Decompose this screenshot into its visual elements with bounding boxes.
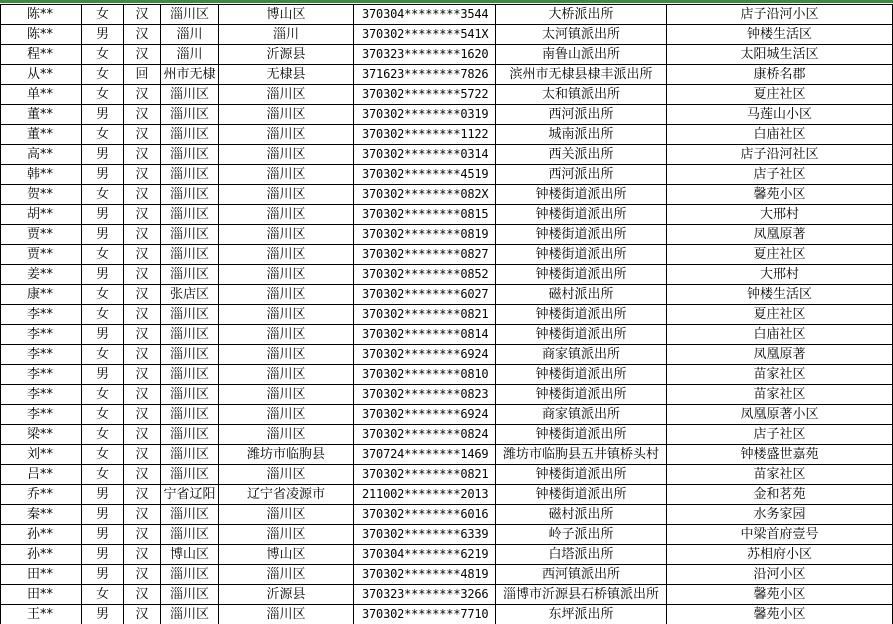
birthplace-cell[interactable]: 淄川区	[219, 125, 354, 145]
origin-cell[interactable]: 淄川区	[161, 365, 219, 385]
community-cell[interactable]: 馨苑小区	[667, 585, 893, 605]
community-cell[interactable]: 馨苑小区	[667, 605, 893, 624]
ethnicity-cell[interactable]: 汉	[124, 465, 161, 485]
community-cell[interactable]: 马莲山小区	[667, 105, 893, 125]
name-cell[interactable]: 李**	[1, 405, 82, 425]
id-number-cell[interactable]: 370302********0819	[354, 225, 496, 245]
origin-cell[interactable]: 淄川区	[161, 145, 219, 165]
table-row	[1, 505, 893, 525]
gender-cell[interactable]: 男	[82, 525, 124, 545]
name-cell[interactable]: 胡**	[1, 205, 82, 225]
gender-cell[interactable]: 女	[82, 5, 124, 25]
spreadsheet-grid[interactable]	[0, 4, 893, 624]
id-number-cell[interactable]: 370302********541X	[354, 25, 496, 45]
id-number-cell[interactable]: 370302********0824	[354, 425, 496, 445]
ethnicity-cell[interactable]: 汉	[124, 385, 161, 405]
gender-cell[interactable]: 男	[82, 225, 124, 245]
gender-cell[interactable]: 女	[82, 425, 124, 445]
table-row	[1, 45, 893, 65]
id-number-cell[interactable]: 370302********0823	[354, 385, 496, 405]
birthplace-cell[interactable]: 淄川区	[219, 325, 354, 345]
police-station-cell[interactable]: 商家镇派出所	[496, 345, 667, 365]
gender-cell[interactable]: 女	[82, 445, 124, 465]
origin-cell[interactable]: 淄川	[161, 25, 219, 45]
id-number-cell[interactable]: 370302********6339	[354, 525, 496, 545]
name-cell[interactable]: 韩**	[1, 165, 82, 185]
origin-cell[interactable]: 淄川区	[161, 205, 219, 225]
table-row	[1, 285, 893, 305]
name-cell[interactable]: 贾**	[1, 225, 82, 245]
ethnicity-cell[interactable]: 汉	[124, 565, 161, 585]
table-row	[1, 245, 893, 265]
community-cell[interactable]: 苗家社区	[667, 385, 893, 405]
id-number-cell[interactable]: 370302********0814	[354, 325, 496, 345]
birthplace-cell[interactable]: 淄川区	[219, 185, 354, 205]
origin-cell[interactable]: 淄川区	[161, 325, 219, 345]
gender-cell[interactable]: 男	[82, 25, 124, 45]
name-cell[interactable]: 李**	[1, 305, 82, 325]
police-station-cell[interactable]: 滨州市无棣县棣丰派出所	[496, 65, 667, 85]
police-station-cell[interactable]: 南鲁山派出所	[496, 45, 667, 65]
gender-cell[interactable]: 女	[82, 245, 124, 265]
id-number-cell[interactable]: 370323********1620	[354, 45, 496, 65]
birthplace-cell[interactable]: 淄川区	[219, 165, 354, 185]
name-cell[interactable]: 梁**	[1, 425, 82, 445]
table-row	[1, 605, 893, 624]
police-station-cell[interactable]: 潍坊市临朐县五井镇桥头村	[496, 445, 667, 465]
table-row	[1, 565, 893, 585]
community-cell[interactable]: 水务家园	[667, 505, 893, 525]
name-cell[interactable]: 田**	[1, 565, 82, 585]
id-number-cell[interactable]: 211002********2013	[354, 485, 496, 505]
police-station-cell[interactable]: 钟楼街道派出所	[496, 265, 667, 285]
birthplace-cell[interactable]: 淄川区	[219, 145, 354, 165]
birthplace-cell[interactable]: 淄川区	[219, 225, 354, 245]
police-station-cell[interactable]: 西河派出所	[496, 105, 667, 125]
id-number-cell[interactable]: 370302********0319	[354, 105, 496, 125]
origin-cell[interactable]: 淄川区	[161, 605, 219, 624]
community-cell[interactable]: 钟楼生活区	[667, 25, 893, 45]
name-cell[interactable]: 陈**	[1, 5, 82, 25]
origin-cell[interactable]: 淄川	[161, 45, 219, 65]
id-number-cell[interactable]: 370302********0821	[354, 305, 496, 325]
police-station-cell[interactable]: 钟楼街道派出所	[496, 245, 667, 265]
id-number-cell[interactable]: 370302********7710	[354, 605, 496, 624]
birthplace-cell[interactable]: 淄川区	[219, 205, 354, 225]
police-station-cell[interactable]: 太和镇派出所	[496, 85, 667, 105]
community-cell[interactable]: 钟楼生活区	[667, 285, 893, 305]
ethnicity-cell[interactable]: 汉	[124, 105, 161, 125]
origin-cell[interactable]: 淄川区	[161, 425, 219, 445]
table-row	[1, 145, 893, 165]
name-cell[interactable]: 董**	[1, 105, 82, 125]
name-cell[interactable]: 李**	[1, 325, 82, 345]
gender-cell[interactable]: 女	[82, 65, 124, 85]
ethnicity-cell[interactable]: 汉	[124, 45, 161, 65]
community-cell[interactable]: 夏庄社区	[667, 305, 893, 325]
id-number-cell[interactable]: 370302********4519	[354, 165, 496, 185]
ethnicity-cell[interactable]: 汉	[124, 145, 161, 165]
ethnicity-cell[interactable]: 汉	[124, 425, 161, 445]
table-body	[1, 5, 893, 624]
gender-cell[interactable]: 男	[82, 145, 124, 165]
name-cell[interactable]: 贾**	[1, 245, 82, 265]
gender-cell[interactable]: 女	[82, 345, 124, 365]
name-cell[interactable]: 董**	[1, 125, 82, 145]
id-number-cell[interactable]: 370302********6016	[354, 505, 496, 525]
origin-cell[interactable]: 淄川区	[161, 525, 219, 545]
name-cell[interactable]: 孙**	[1, 525, 82, 545]
name-cell[interactable]: 秦**	[1, 505, 82, 525]
community-cell[interactable]: 夏庄社区	[667, 245, 893, 265]
ethnicity-cell[interactable]: 回	[124, 65, 161, 85]
table-row	[1, 225, 893, 245]
ethnicity-cell[interactable]: 汉	[124, 485, 161, 505]
origin-cell[interactable]: 淄川区	[161, 245, 219, 265]
table-row	[1, 25, 893, 45]
origin-cell[interactable]: 张店区	[161, 285, 219, 305]
gender-cell[interactable]: 女	[82, 305, 124, 325]
id-number-cell[interactable]: 370302********1122	[354, 125, 496, 145]
community-cell[interactable]: 康桥名郡	[667, 65, 893, 85]
ethnicity-cell[interactable]: 汉	[124, 25, 161, 45]
table-row	[1, 445, 893, 465]
origin-cell[interactable]: 淄川区	[161, 565, 219, 585]
ethnicity-cell[interactable]: 汉	[124, 345, 161, 365]
birthplace-cell[interactable]: 淄川区	[219, 345, 354, 365]
origin-cell[interactable]: 淄川区	[161, 125, 219, 145]
birthplace-cell[interactable]: 淄川区	[219, 565, 354, 585]
id-number-cell[interactable]: 370323********3266	[354, 585, 496, 605]
community-cell[interactable]: 凤凰原著	[667, 345, 893, 365]
name-cell[interactable]: 姜**	[1, 265, 82, 285]
police-station-cell[interactable]: 钟楼街道派出所	[496, 425, 667, 445]
gender-cell[interactable]: 女	[82, 465, 124, 485]
name-cell[interactable]: 从**	[1, 65, 82, 85]
police-station-cell[interactable]: 太河镇派出所	[496, 25, 667, 45]
community-cell[interactable]: 馨苑小区	[667, 185, 893, 205]
police-station-cell[interactable]: 钟楼街道派出所	[496, 205, 667, 225]
name-cell[interactable]: 李**	[1, 365, 82, 385]
police-station-cell[interactable]: 钟楼街道派出所	[496, 465, 667, 485]
birthplace-cell[interactable]: 淄川区	[219, 105, 354, 125]
table-row	[1, 105, 893, 125]
ethnicity-cell[interactable]: 汉	[124, 265, 161, 285]
community-cell[interactable]: 沿河小区	[667, 565, 893, 585]
birthplace-cell[interactable]: 博山区	[219, 545, 354, 565]
origin-cell[interactable]: 淄川区	[161, 445, 219, 465]
birthplace-cell[interactable]: 博山区	[219, 5, 354, 25]
table-row	[1, 345, 893, 365]
community-cell[interactable]: 太阳城生活区	[667, 45, 893, 65]
origin-cell[interactable]: 淄川区	[161, 225, 219, 245]
police-station-cell[interactable]: 东坪派出所	[496, 605, 667, 624]
birthplace-cell[interactable]: 淄川区	[219, 405, 354, 425]
origin-cell[interactable]: 淄川区	[161, 585, 219, 605]
community-cell[interactable]: 大邢村	[667, 205, 893, 225]
resident-table	[0, 4, 893, 624]
community-cell[interactable]: 凤凰原著	[667, 225, 893, 245]
table-row	[1, 485, 893, 505]
table-row	[1, 205, 893, 225]
origin-cell[interactable]: 淄川区	[161, 345, 219, 365]
birthplace-cell[interactable]: 淄川区	[219, 505, 354, 525]
community-cell[interactable]: 苗家社区	[667, 465, 893, 485]
origin-cell[interactable]: 淄川区	[161, 385, 219, 405]
gender-cell[interactable]: 男	[82, 605, 124, 624]
ethnicity-cell[interactable]: 汉	[124, 545, 161, 565]
birthplace-cell[interactable]: 淄川区	[219, 605, 354, 624]
birthplace-cell[interactable]: 淄川区	[219, 265, 354, 285]
gender-cell[interactable]: 男	[82, 505, 124, 525]
gender-cell[interactable]: 女	[82, 45, 124, 65]
gender-cell[interactable]: 男	[82, 545, 124, 565]
table-row	[1, 545, 893, 565]
origin-cell[interactable]: 淄川区	[161, 305, 219, 325]
ethnicity-cell[interactable]: 汉	[124, 525, 161, 545]
table-row	[1, 305, 893, 325]
origin-cell[interactable]: 淄川区	[161, 165, 219, 185]
origin-cell[interactable]: 淄川区	[161, 265, 219, 285]
birthplace-cell[interactable]: 淄川区	[219, 425, 354, 445]
name-cell[interactable]: 田**	[1, 585, 82, 605]
ethnicity-cell[interactable]: 汉	[124, 325, 161, 345]
sheet-top-border	[0, 0, 893, 3]
table-row	[1, 125, 893, 145]
police-station-cell[interactable]: 岭子派出所	[496, 525, 667, 545]
id-number-cell[interactable]: 370302********0815	[354, 205, 496, 225]
community-cell[interactable]: 夏庄社区	[667, 85, 893, 105]
origin-cell[interactable]: 淄川区	[161, 505, 219, 525]
table-row	[1, 5, 893, 25]
id-number-cell[interactable]: 370302********0827	[354, 245, 496, 265]
birthplace-cell[interactable]: 淄川区	[219, 285, 354, 305]
police-station-cell[interactable]: 商家镇派出所	[496, 405, 667, 425]
ethnicity-cell[interactable]: 汉	[124, 5, 161, 25]
gender-cell[interactable]: 男	[82, 165, 124, 185]
id-number-cell[interactable]: 370302********0314	[354, 145, 496, 165]
gender-cell[interactable]: 女	[82, 585, 124, 605]
birthplace-cell[interactable]: 无棣县	[219, 65, 354, 85]
name-cell[interactable]: 孙**	[1, 545, 82, 565]
ethnicity-cell[interactable]: 汉	[124, 445, 161, 465]
community-cell[interactable]: 凤凰原著小区	[667, 405, 893, 425]
ethnicity-cell[interactable]: 汉	[124, 305, 161, 325]
police-station-cell[interactable]: 白塔派出所	[496, 545, 667, 565]
id-number-cell[interactable]: 370302********0852	[354, 265, 496, 285]
police-station-cell[interactable]: 钟楼街道派出所	[496, 485, 667, 505]
community-cell[interactable]: 大邢村	[667, 265, 893, 285]
community-cell[interactable]: 店子社区	[667, 425, 893, 445]
origin-cell[interactable]: 淄川区	[161, 185, 219, 205]
table-row	[1, 585, 893, 605]
id-number-cell[interactable]: 370302********6924	[354, 345, 496, 365]
community-cell[interactable]: 店子社区	[667, 165, 893, 185]
name-cell[interactable]: 高**	[1, 145, 82, 165]
community-cell[interactable]: 中梁首府壹号	[667, 525, 893, 545]
police-station-cell[interactable]: 钟楼街道派出所	[496, 185, 667, 205]
table-row	[1, 465, 893, 485]
id-number-cell[interactable]: 370724********1469	[354, 445, 496, 465]
table-row	[1, 385, 893, 405]
birthplace-cell[interactable]: 淄川区	[219, 525, 354, 545]
origin-cell[interactable]: 博山区	[161, 545, 219, 565]
police-station-cell[interactable]: 磁村派出所	[496, 285, 667, 305]
ethnicity-cell[interactable]: 汉	[124, 285, 161, 305]
name-cell[interactable]: 刘**	[1, 445, 82, 465]
ethnicity-cell[interactable]: 汉	[124, 185, 161, 205]
police-station-cell[interactable]: 磁村派出所	[496, 505, 667, 525]
ethnicity-cell[interactable]: 汉	[124, 605, 161, 624]
community-cell[interactable]: 白庙社区	[667, 125, 893, 145]
birthplace-cell[interactable]: 沂源县	[219, 45, 354, 65]
gender-cell[interactable]: 女	[82, 85, 124, 105]
table-row	[1, 65, 893, 85]
table-row	[1, 405, 893, 425]
ethnicity-cell[interactable]: 汉	[124, 125, 161, 145]
community-cell[interactable]: 店子沿河社区	[667, 145, 893, 165]
id-number-cell[interactable]: 371623********7826	[354, 65, 496, 85]
birthplace-cell[interactable]: 淄川	[219, 25, 354, 45]
table-row	[1, 165, 893, 185]
origin-cell[interactable]: 淄川区	[161, 405, 219, 425]
table-row	[1, 365, 893, 385]
community-cell[interactable]: 金和茗苑	[667, 485, 893, 505]
ethnicity-cell[interactable]: 汉	[124, 505, 161, 525]
id-number-cell[interactable]: 370302********5722	[354, 85, 496, 105]
id-number-cell[interactable]: 370302********0821	[354, 465, 496, 485]
origin-cell[interactable]: 州市无棣	[161, 65, 219, 85]
table-row	[1, 325, 893, 345]
birthplace-cell[interactable]: 辽宁省凌源市	[219, 485, 354, 505]
birthplace-cell[interactable]: 沂源县	[219, 585, 354, 605]
name-cell[interactable]: 吕**	[1, 465, 82, 485]
table-row	[1, 265, 893, 285]
gender-cell[interactable]: 女	[82, 385, 124, 405]
name-cell[interactable]: 王**	[1, 605, 82, 624]
id-number-cell[interactable]: 370304********6219	[354, 545, 496, 565]
ethnicity-cell[interactable]: 汉	[124, 245, 161, 265]
origin-cell[interactable]: 宁省辽阳	[161, 485, 219, 505]
id-number-cell[interactable]: 370304********3544	[354, 5, 496, 25]
gender-cell[interactable]: 女	[82, 125, 124, 145]
gender-cell[interactable]: 男	[82, 485, 124, 505]
gender-cell[interactable]: 男	[82, 205, 124, 225]
name-cell[interactable]: 程**	[1, 45, 82, 65]
community-cell[interactable]: 钟楼盛世嘉苑	[667, 445, 893, 465]
id-number-cell[interactable]: 370302********6027	[354, 285, 496, 305]
table-row	[1, 185, 893, 205]
name-cell[interactable]: 李**	[1, 385, 82, 405]
police-station-cell[interactable]: 钟楼街道派出所	[496, 325, 667, 345]
birthplace-cell[interactable]: 淄川区	[219, 245, 354, 265]
community-cell[interactable]: 苏相府小区	[667, 545, 893, 565]
gender-cell[interactable]: 女	[82, 285, 124, 305]
ethnicity-cell[interactable]: 汉	[124, 365, 161, 385]
ethnicity-cell[interactable]: 汉	[124, 585, 161, 605]
gender-cell[interactable]: 男	[82, 325, 124, 345]
police-station-cell[interactable]: 西河派出所	[496, 165, 667, 185]
id-number-cell[interactable]: 370302********0810	[354, 365, 496, 385]
ethnicity-cell[interactable]: 汉	[124, 405, 161, 425]
police-station-cell[interactable]: 大桥派出所	[496, 5, 667, 25]
police-station-cell[interactable]: 钟楼街道派出所	[496, 305, 667, 325]
birthplace-cell[interactable]: 淄川区	[219, 85, 354, 105]
origin-cell[interactable]: 淄川区	[161, 85, 219, 105]
table-row	[1, 425, 893, 445]
table-row	[1, 85, 893, 105]
community-cell[interactable]: 白庙社区	[667, 325, 893, 345]
gender-cell[interactable]: 女	[82, 405, 124, 425]
police-station-cell[interactable]: 钟楼街道派出所	[496, 225, 667, 245]
police-station-cell[interactable]: 西关派出所	[496, 145, 667, 165]
origin-cell[interactable]: 淄川区	[161, 465, 219, 485]
gender-cell[interactable]: 男	[82, 105, 124, 125]
gender-cell[interactable]: 男	[82, 565, 124, 585]
id-number-cell[interactable]: 370302********6924	[354, 405, 496, 425]
birthplace-cell[interactable]: 淄川区	[219, 465, 354, 485]
police-station-cell[interactable]: 淄博市沂源县石桥镇派出所	[496, 585, 667, 605]
table-row	[1, 525, 893, 545]
name-cell[interactable]: 贺**	[1, 185, 82, 205]
birthplace-cell[interactable]: 淄川区	[219, 305, 354, 325]
name-cell[interactable]: 康**	[1, 285, 82, 305]
police-station-cell[interactable]: 城南派出所	[496, 125, 667, 145]
gender-cell[interactable]: 男	[82, 265, 124, 285]
name-cell[interactable]: 乔**	[1, 485, 82, 505]
gender-cell[interactable]: 男	[82, 365, 124, 385]
id-number-cell[interactable]: 370302********4819	[354, 565, 496, 585]
ethnicity-cell[interactable]: 汉	[124, 205, 161, 225]
name-cell[interactable]: 陈**	[1, 25, 82, 45]
origin-cell[interactable]: 淄川区	[161, 105, 219, 125]
id-number-cell[interactable]: 370302********082X	[354, 185, 496, 205]
police-station-cell[interactable]: 西河镇派出所	[496, 565, 667, 585]
birthplace-cell[interactable]: 潍坊市临朐县	[219, 445, 354, 465]
birthplace-cell[interactable]: 淄川区	[219, 385, 354, 405]
police-station-cell[interactable]: 钟楼街道派出所	[496, 365, 667, 385]
birthplace-cell[interactable]: 淄川区	[219, 365, 354, 385]
community-cell[interactable]: 苗家社区	[667, 365, 893, 385]
ethnicity-cell[interactable]: 汉	[124, 165, 161, 185]
police-station-cell[interactable]: 钟楼街道派出所	[496, 385, 667, 405]
name-cell[interactable]: 单**	[1, 85, 82, 105]
ethnicity-cell[interactable]: 汉	[124, 85, 161, 105]
name-cell[interactable]: 李**	[1, 345, 82, 365]
origin-cell[interactable]: 淄川区	[161, 5, 219, 25]
ethnicity-cell[interactable]: 汉	[124, 225, 161, 245]
community-cell[interactable]: 店子沿河小区	[667, 5, 893, 25]
gender-cell[interactable]: 女	[82, 185, 124, 205]
